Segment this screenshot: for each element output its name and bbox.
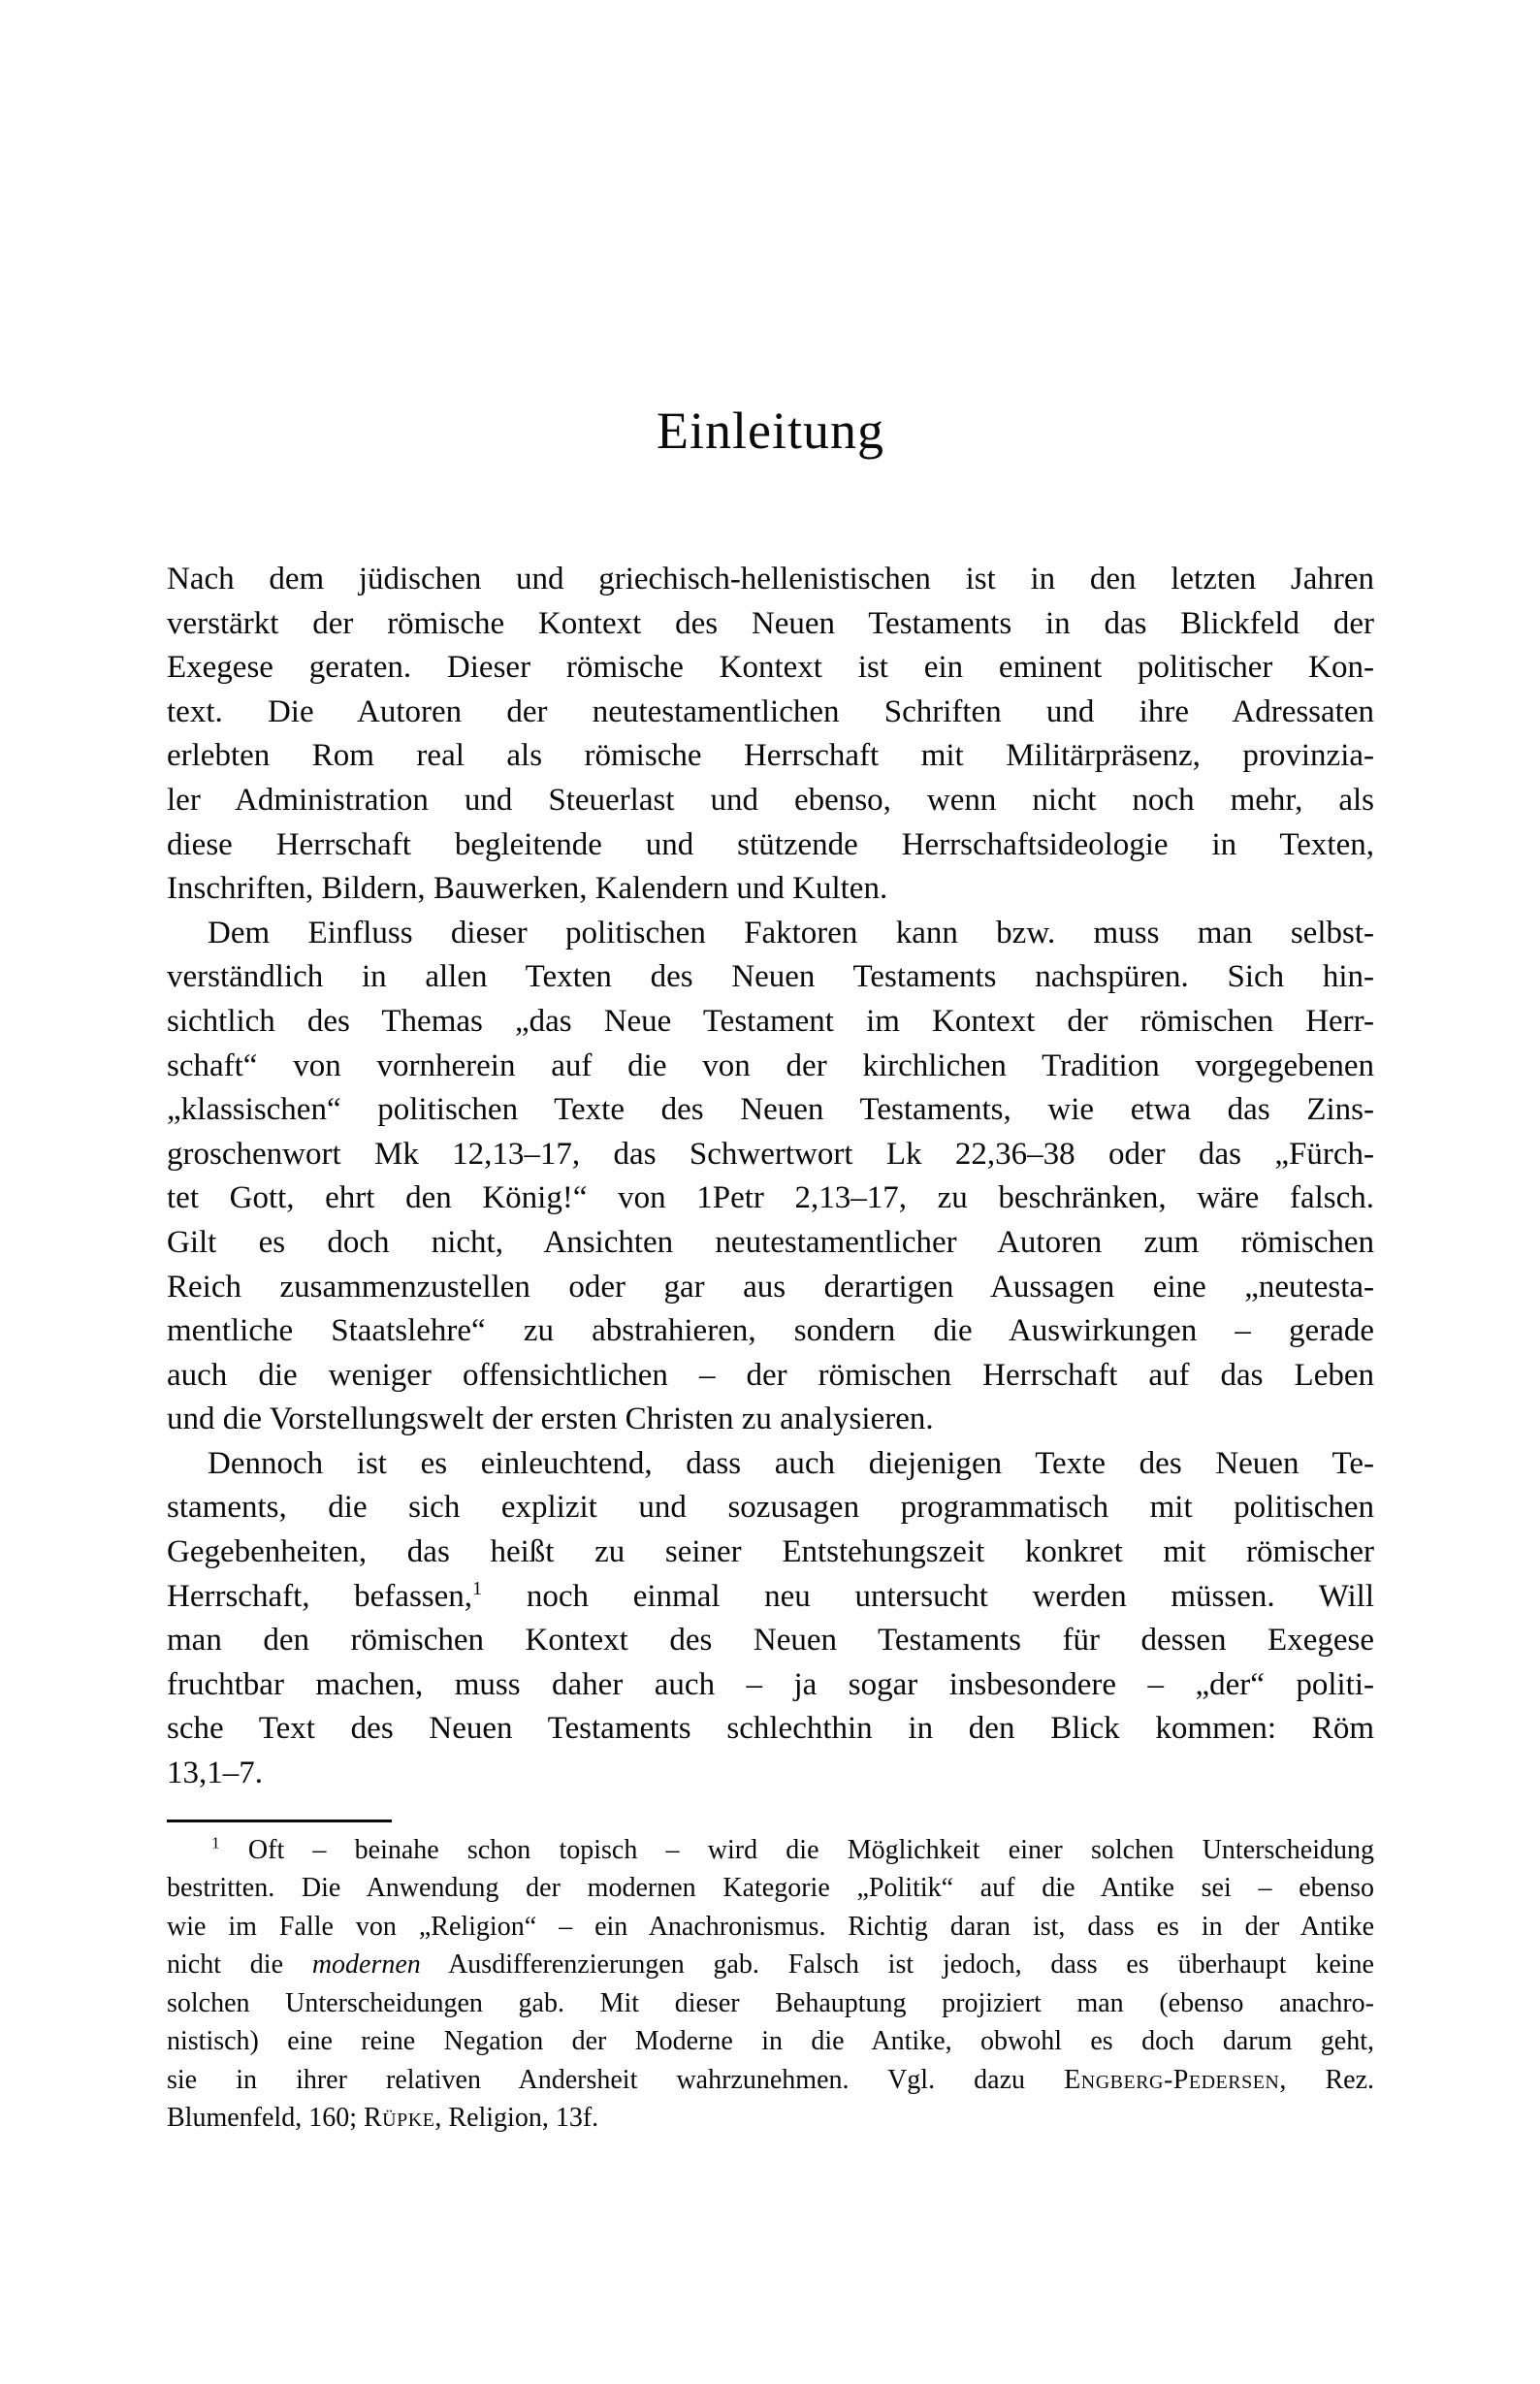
text-line: Gegebenheiten, das heißt zu seiner Entstehungszeit konkret mit römischer xyxy=(167,1534,1374,1570)
text-line: diese Herrschaft begleitende und stützende Herrschaftsideologie in Texten, xyxy=(167,826,1374,862)
footnote-line: wie im Falle von „Religion“ – ein Anachronismus. Richtig daran ist, dass es in der Antike xyxy=(167,1911,1374,1942)
text-line: tet Gott, ehrt den König!“ von 1Petr 2,13–17, zu beschränken, wäre falsch. xyxy=(167,1180,1374,1216)
footnote-line xyxy=(167,1831,1374,1870)
text-segment: noch einmal neu untersucht werden müssen. Will xyxy=(482,1578,1374,1614)
text-line: Exegese geraten. Dieser römische Kontext ist ein eminent politischer Kon- xyxy=(167,650,1374,686)
text-line: text. Die Autoren der neutestamentlichen Schriften und ihre Adressaten xyxy=(167,693,1374,729)
footnote-reference: 1 xyxy=(472,1577,483,1599)
footnote-line xyxy=(167,2061,1374,2100)
text-segment: Blumenfeld, 160; xyxy=(167,2103,364,2134)
text-line: ler Administration und Steuerlast und ebenso, wenn nicht noch mehr, als xyxy=(167,782,1374,818)
text-line: verstärkt der römische Kontext des Neuen Testaments in das Blickfeld der xyxy=(167,605,1374,641)
text-line: Reich zusammenzustellen oder gar aus derartigen Aussagen eine „neutesta- xyxy=(167,1269,1374,1305)
footnote-separator-rule xyxy=(167,1820,392,1822)
paragraph xyxy=(167,1442,1374,1796)
text-line: sche Text des Neuen Testaments schlechthin in den Blick kommen: Röm xyxy=(167,1711,1374,1747)
text-line: und die Vorstellungswelt der ersten Christen zu analysieren. xyxy=(167,1401,934,1437)
text-line: „klassischen“ politischen Texte des Neuen Testaments, wie etwa das Zins- xyxy=(167,1092,1374,1128)
body-text xyxy=(167,558,1374,1796)
text-segment: Herrschaft, befassen, xyxy=(167,1578,473,1614)
text-line: Dem Einfluss dieser politischen Faktoren kann bzw. muss man selbst- xyxy=(208,915,1374,950)
text-segment: , Rez. xyxy=(1279,2064,1374,2095)
text-line: mentliche Staatslehre“ zu abstrahieren, sondern die Auswirkungen – gerade xyxy=(167,1313,1374,1349)
text-column xyxy=(167,0,1374,2138)
text-line: Nach dem jüdischen und griechisch-hellenistischen ist in den letzten Jahren xyxy=(167,562,1374,596)
footnote-line: bestritten. Die Anwendung der modernen Kategorie „Politik“ auf die Antike sei – ebenso xyxy=(167,1873,1374,1904)
text-segment: Oft – beinahe schon topisch – wird die Möglichkeit einer solchen Unterscheidung xyxy=(219,1834,1374,1865)
footnote-line: solchen Unterscheidungen gab. Mit dieser Behauptung projiziert man (ebenso anachro- xyxy=(167,1987,1374,2018)
text-line: Inschriften, Bildern, Bauwerken, Kalendern und Kulten. xyxy=(167,871,888,907)
paragraph xyxy=(167,558,1374,912)
emphasis-italic: modernen xyxy=(311,1949,421,1981)
text-line: fruchtbar machen, muss daher auch – ja sogar insbesondere – „der“ politi- xyxy=(167,1666,1374,1702)
text-line: Gilt es doch nicht, Ansichten neutestamentlicher Autoren zum römischen xyxy=(167,1224,1374,1260)
text-line: man den römischen Kontext des Neuen Testaments für dessen Exegese xyxy=(167,1623,1374,1659)
footnote-line xyxy=(167,1946,1374,1984)
footnote-marker: 1 xyxy=(211,1833,220,1852)
author-smallcaps: Rüpke xyxy=(363,2103,435,2134)
text-line: sichtlich des Themas „das Neue Testament im Kontext der römischen Herr- xyxy=(167,1003,1374,1039)
text-line-with-footnote-ref xyxy=(167,1575,1374,1620)
text-segment: Ausdifferenzierungen gab. Falsch ist jedoch, dass es überhaupt keine xyxy=(420,1949,1374,1981)
text-segment: sie in ihrer relativen Andersheit wahrzunehmen. Vgl. dazu xyxy=(167,2064,1065,2095)
text-line: Dennoch ist es einleuchtend, dass auch diejenigen Texte des Neuen Te- xyxy=(208,1445,1374,1481)
text-line: auch die weniger offensichtlichen – der römischen Herrschaft auf das Leben xyxy=(167,1357,1374,1393)
text-line: schaft“ von vornherein auf die von der kirchlichen Tradition vorgegebenen xyxy=(167,1047,1374,1083)
author-smallcaps: Engberg-Pedersen xyxy=(1064,2064,1280,2095)
footnote-block xyxy=(167,1831,1374,2138)
footnote-line xyxy=(167,2099,1374,2138)
text-line: groschenwort Mk 12,13–17, das Schwertwort Lk 22,36–38 oder das „Fürch- xyxy=(167,1136,1374,1172)
footnote-line: nistisch) eine reine Negation der Moderne in die Antike, obwohl es doch darum geht, xyxy=(167,2026,1374,2057)
text-line: 13,1–7. xyxy=(167,1756,263,1791)
text-line: erlebten Rom real als römische Herrschaft mit Militärpräsenz, provinzia- xyxy=(167,738,1374,774)
text-line: verständlich in allen Texten des Neuen Testaments nachspüren. Sich hin- xyxy=(167,959,1374,995)
page-title: Einleitung xyxy=(657,402,884,460)
text-segment: nicht die xyxy=(167,1949,312,1981)
paragraph xyxy=(167,912,1374,1442)
text-line: staments, die sich explizit und sozusagen programmatisch mit politischen xyxy=(167,1490,1374,1526)
text-segment: , Religion, 13f. xyxy=(434,2103,599,2134)
